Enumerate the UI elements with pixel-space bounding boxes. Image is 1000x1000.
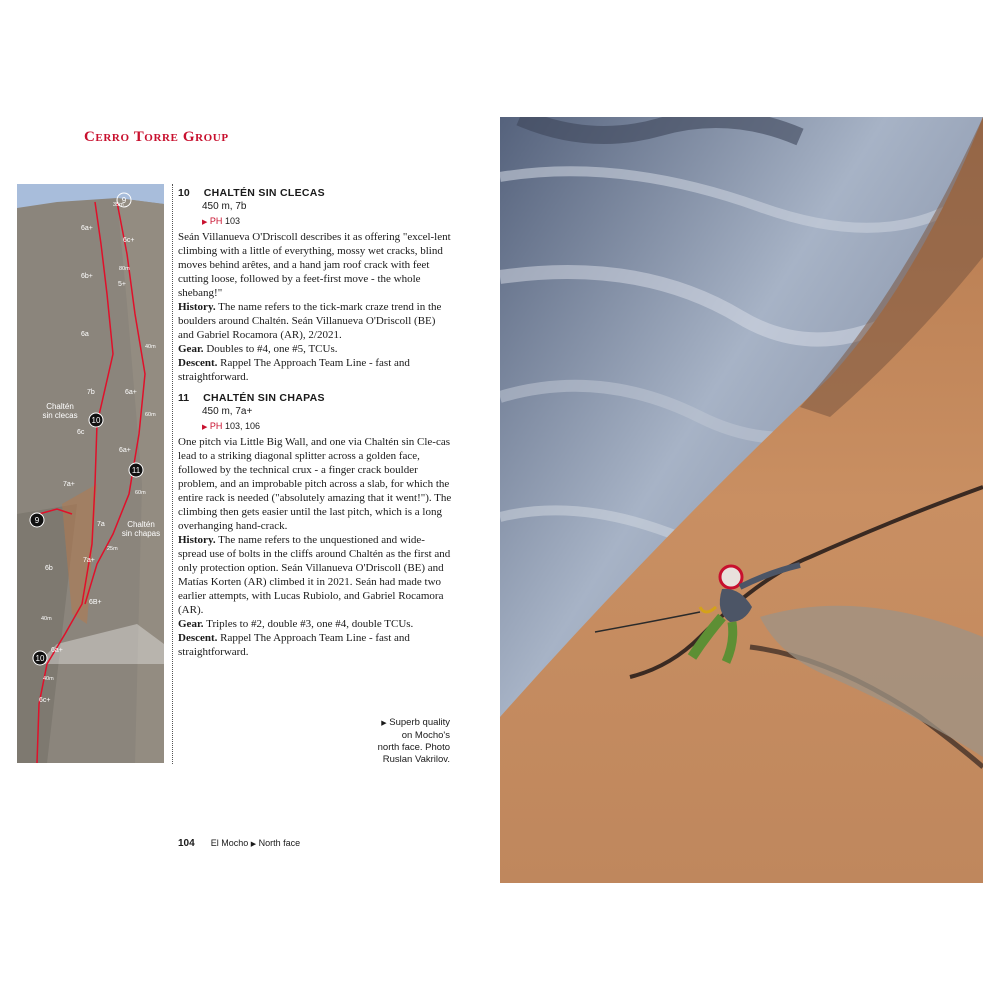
svg-text:6b: 6b [45,565,53,572]
route-marker-label: 10 [91,416,101,425]
route-description: One pitch via Little Big Wall, and one via Chaltén sin Cle-cas lead to a striking diagonal splitter across a golden face, followed by the technical crux - a finger crack boulder problem, and an improbable pitch across a slab, for which the entire rack is needed ("absolutely amazing that it went!"). The climbing then gets easier until the last pitch, which is a long overhanging hand-crack. [178,436,452,532]
route-marker-label: 9 [34,516,40,525]
route-meta: 450 m, 7b [202,201,247,212]
svg-text:6b+: 6b+ [81,273,93,280]
svg-text:6c+: 6c+ [123,237,135,244]
route-marker-label: 9 [121,196,127,205]
right-triangle-icon: ▶ [202,219,208,226]
topo-image [17,184,164,763]
svg-text:6a+: 6a+ [125,389,137,396]
route-name: CHALTÉN SIN CLECAS [203,187,325,199]
svg-text:25m: 25m [107,546,118,552]
svg-text:7b: 7b [87,389,95,396]
svg-text:40m: 40m [145,344,156,350]
svg-text:6c+: 6c+ [39,697,51,704]
svg-text:40m: 40m [43,676,54,682]
page-number: 104 [178,838,195,849]
photo-reference: ▶ PH 103, 106 [202,421,260,431]
photo-reference: ▶ PH 103 [202,216,240,226]
svg-text:60m: 60m [145,412,156,418]
route-description: Seán Villanueva O'Driscoll describes it as offering "excel-lent climbing with a little of everything, mossy wet cracks, blind moves behind arêtes, and a hand jam roof crack with feet cutting loose, followed by a feet-first move - the whole shebang!" [178,231,451,299]
svg-text:6c: 6c [77,429,85,436]
right-triangle-icon: ▶ [381,720,387,727]
route-entry [178,186,453,384]
svg-text:6a: 6a [81,331,89,338]
svg-text:35m: 35m [113,202,124,208]
right-triangle-icon: ▶ [250,841,257,848]
climber-on-wall-image [500,117,983,883]
route-history: History. The name refers to the unquestioned and wide-spread use of bolts in the cliffs around Chaltén as the first and only protection option. Seán Villanueva O'Driscoll (BE) and Matías Korten (AR) climbed it in 2021. Seán had made two earlier attempts, with Lucas Rubiolo, and Gabriel Rocamora (AR). [178,534,451,616]
photo-caption: ▶ Superb quality on Mocho's north face. Photo Ruslan Vakrilov. [377,717,450,765]
route-descent: Descent. Rappel The Approach Team Line - fast and straightforward. [178,632,410,658]
route-gear: Gear. Doubles to #4, one #5, TCUs. [178,343,338,355]
topo-label-sin-chapas: Chaltén sin chapas [121,520,161,538]
route-gear: Gear. Triples to #2, double #3, one #4, double TCUs. [178,618,414,630]
section-title: Cerro Torre Group [84,129,229,145]
svg-text:7a: 7a [97,521,105,528]
svg-text:5+: 5+ [118,281,126,288]
route-descriptions [178,186,453,659]
route-descent: Descent. Rappel The Approach Team Line - fast and straightforward. [178,357,410,383]
svg-text:7a+: 7a+ [83,557,95,564]
route-marker-label: 11 [131,466,141,475]
svg-text:60m: 60m [135,490,146,496]
route-meta: 450 m, 7a+ [202,406,253,417]
svg-text:80m: 80m [119,266,130,272]
svg-text:7a+: 7a+ [63,481,75,488]
svg-text:6a+: 6a+ [51,647,63,654]
column-divider [172,184,173,764]
topo-label-sin-clecas: Chaltén sin clecas [42,402,78,420]
route-marker-label: 10 [35,654,45,663]
svg-text:6a+: 6a+ [119,447,131,454]
right-triangle-icon: ▶ [202,424,208,431]
route-name: CHALTÉN SIN CHAPAS [203,392,325,404]
svg-text:6a+: 6a+ [81,225,93,232]
footer-breadcrumb: El Mocho ▶ North face [210,838,301,848]
svg-text:40m: 40m [41,616,52,622]
route-entry [178,391,453,659]
page-footer [178,838,300,849]
route-number: 11 [178,392,190,404]
climbing-photo [500,117,983,883]
topo-drawing [17,184,164,763]
route-history: History. The name refers to the tick-mark craze trend in the boulders around Chaltén. Seán Villanueva O'Driscoll (BE) and Gabriel Rocamora (AR), 2/2021. [178,301,442,341]
route-number: 10 [178,187,190,199]
svg-text:6B+: 6B+ [89,599,102,606]
